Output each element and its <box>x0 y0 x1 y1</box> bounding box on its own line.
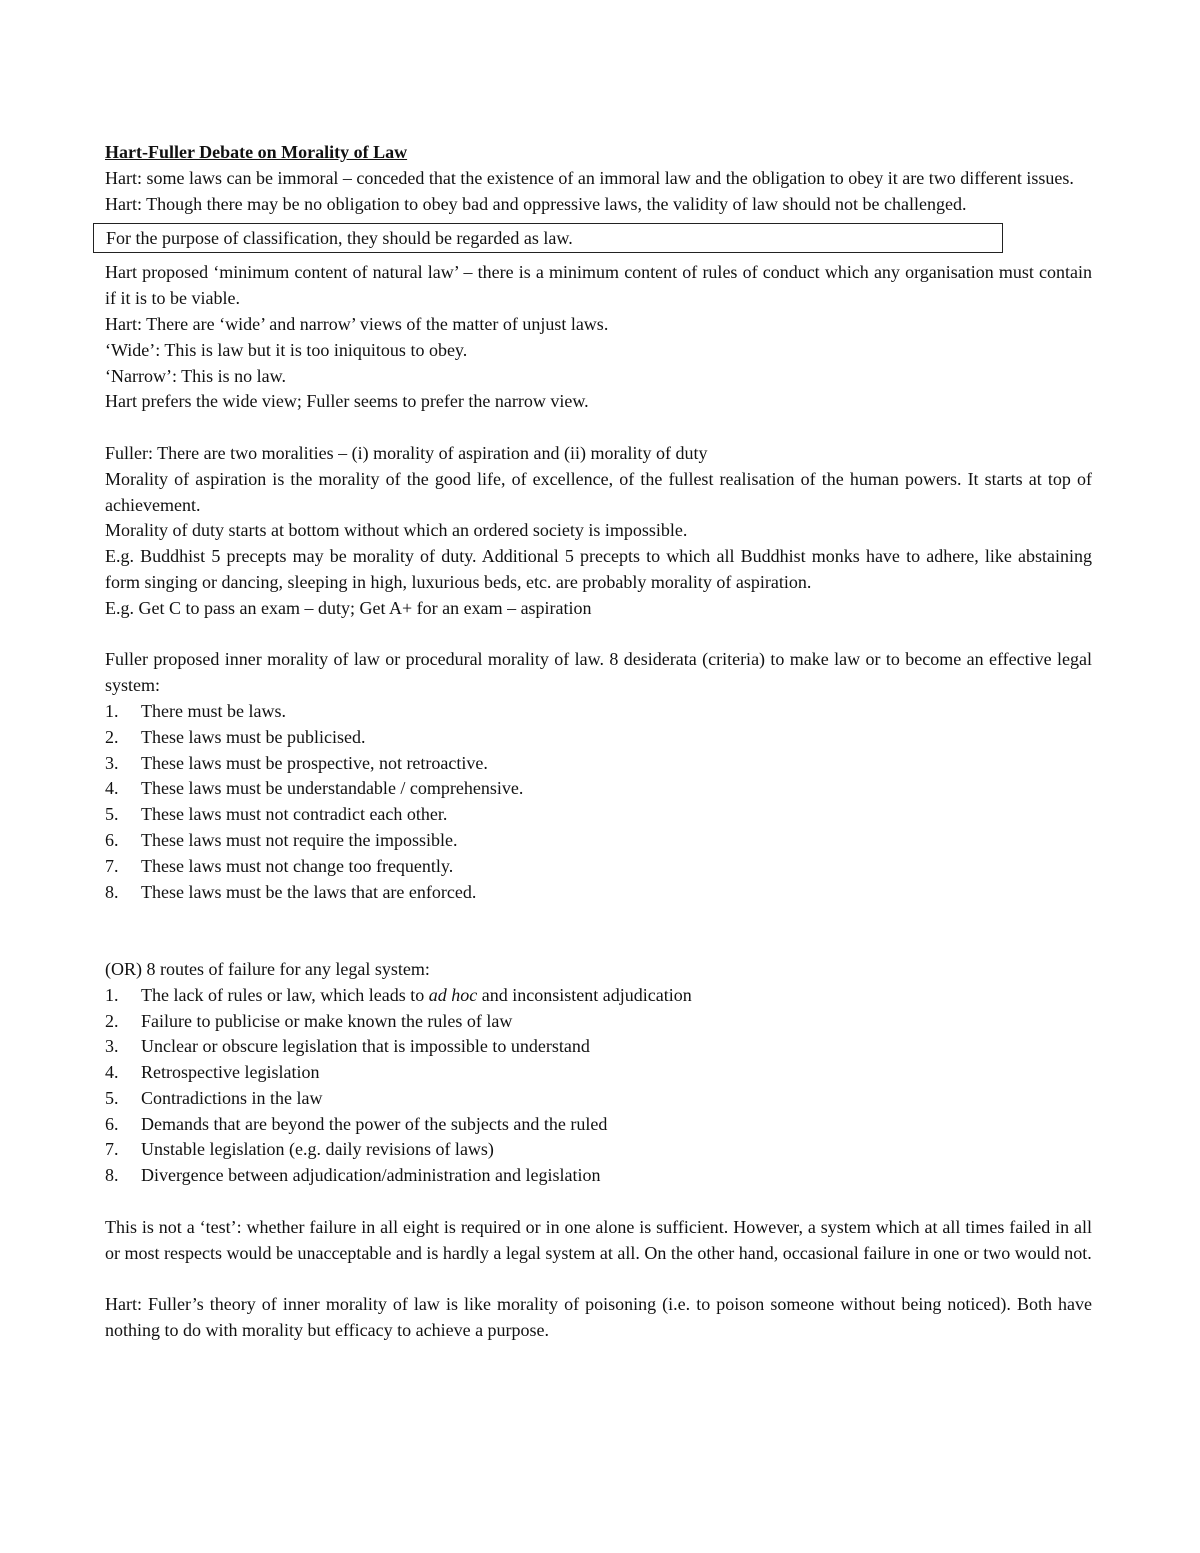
narrow-view-paragraph: ‘Narrow’: This is no law. <box>105 365 286 386</box>
hart-wide-narrow-paragraph: Hart: There are ‘wide’ and narrow’ views of the matter of unjust laws. <box>105 313 609 334</box>
list-item: 1. The lack of rules or law, which leads to ad hoc and inconsistent adjudication <box>105 984 692 1005</box>
morality-of-poisoning-paragraph: Hart: Fuller’s theory of inner morality of law is like morality of poisoning (i.e. to poison someone without being noticed). Both have nothing to do with morality but efficacy to achieve a purpose. <box>105 1294 1092 1341</box>
not-a-test-paragraph: This is not a ‘test’: whether failure in all eight is required or in one alone is sufficient. However, a system which at all times failed in all or most respects would be unacceptable and is hardly a legal system at all. On the other hand, occasional failure in one or two would not. <box>105 1216 1092 1263</box>
routes-of-failure-list <box>105 983 1092 1189</box>
routes-of-failure-intro: (OR) 8 routes of failure for any legal system: <box>105 958 430 979</box>
fuller-two-moralities-paragraph: Fuller: There are two moralities – (i) morality of aspiration and (ii) morality of duty <box>105 442 708 463</box>
morality-of-aspiration-paragraph: Morality of aspiration is the morality of the good life, of excellence, of the fullest realisation of the human powers. It starts at top of achievement. <box>105 468 1092 515</box>
hart-validity-paragraph: Hart: Though there may be no obligation to obey bad and oppressive laws, the validity of law should not be challenged. <box>105 193 967 214</box>
morality-of-duty-paragraph: Morality of duty starts at bottom without which an ordered society is impossible. <box>105 520 688 541</box>
list-item: 5. Contradictions in the law <box>105 1087 323 1108</box>
document-page <box>105 140 1092 1344</box>
buddhist-example-paragraph: E.g. Buddhist 5 precepts may be morality of duty. Additional 5 precepts to which all Buddhist monks have to adhere, like abstaining form singing or dancing, sleeping in high, luxurious beds, etc. are probably morality of aspiration. <box>105 546 1092 592</box>
spacer <box>105 1266 1092 1292</box>
spacer <box>105 1189 1092 1215</box>
list-item: 6. These laws must not require the impossible. <box>105 829 458 850</box>
wide-view-paragraph: ‘Wide’: This is law but it is too iniquitous to obey. <box>105 339 468 360</box>
list-item: 3. Unclear or obscure legislation that is impossible to understand <box>105 1036 590 1057</box>
hart-minimum-content-paragraph: Hart proposed ‘minimum content of natural law’ – there is a minimum content of rules of conduct which any organisation must contain if it is to be viable. <box>105 262 1092 309</box>
list-item: 4. These laws must be understandable / comprehensive. <box>105 778 524 799</box>
inner-morality-intro-paragraph: Fuller proposed inner morality of law or procedural morality of law. 8 desiderata (criteria) to make law or to become an effective legal system: <box>105 649 1092 696</box>
list-item: 8. These laws must be the laws that are enforced. <box>105 881 477 902</box>
desiderata-list <box>105 699 1092 905</box>
list-item: 7. Unstable legislation (e.g. daily revisions of laws) <box>105 1139 494 1160</box>
spacer <box>105 622 1092 648</box>
list-item: 5. These laws must not contradict each other. <box>105 804 448 825</box>
list-item: 1. There must be laws. <box>105 700 286 721</box>
preference-paragraph: Hart prefers the wide view; Fuller seems to prefer the narrow view. <box>105 391 589 412</box>
list-item: 2. Failure to publicise or make known the rules of law <box>105 1010 513 1031</box>
list-item: 4. Retrospective legislation <box>105 1062 320 1083</box>
exam-example-paragraph: E.g. Get C to pass an exam – duty; Get A+ for an exam – aspiration <box>105 597 592 618</box>
boxed-classification-text: For the purpose of classification, they should be regarded as law. <box>106 228 573 249</box>
spacer <box>105 905 1092 957</box>
hart-immoral-laws-paragraph: Hart: some laws can be immoral – conceded that the existence of an immoral law and the obligation to obey it are two different issues. <box>105 167 1074 188</box>
document-title: Hart-Fuller Debate on Morality of Law <box>105 142 408 162</box>
spacer <box>105 415 1092 441</box>
list-item: 8. Divergence between adjudication/administration and legislation <box>105 1165 601 1186</box>
boxed-classification-note <box>93 223 1003 253</box>
list-item: 7. These laws must not change too frequently. <box>105 855 454 876</box>
list-item: 3. These laws must be prospective, not retroactive. <box>105 752 488 773</box>
italic-term: ad hoc <box>428 984 478 1005</box>
list-item: 6. Demands that are beyond the power of the subjects and the ruled <box>105 1113 608 1134</box>
list-item: 2. These laws must be publicised. <box>105 726 366 747</box>
